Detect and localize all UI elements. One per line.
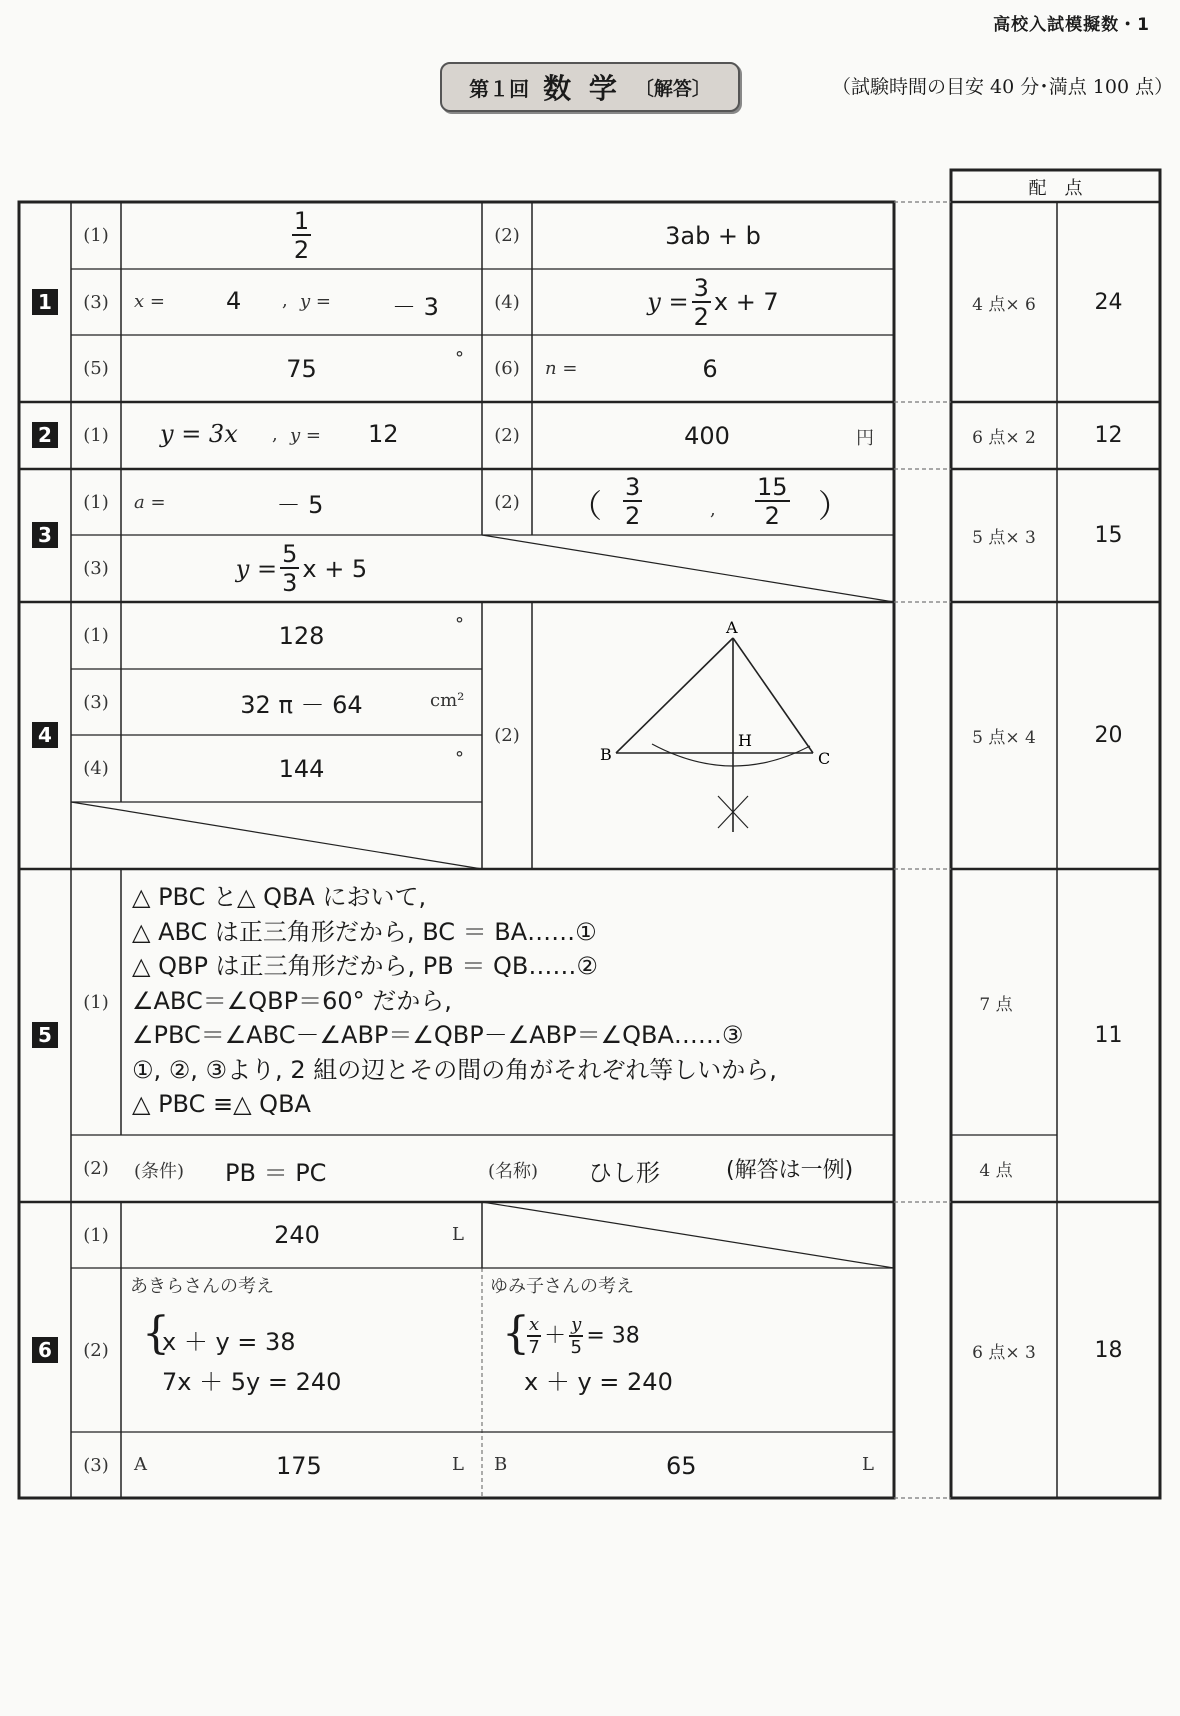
q1-4-num: 3 bbox=[693, 273, 709, 302]
q2-1-first: y = 3x bbox=[160, 420, 238, 448]
yumiko-eq1-rest: = 38 bbox=[586, 1323, 640, 1349]
q3-3-label: (3) bbox=[83, 558, 109, 579]
q1-5-value: 75 bbox=[286, 354, 317, 383]
yumiko-eq1-5: 5 bbox=[570, 1337, 582, 1358]
q3-2-answer bbox=[570, 469, 850, 535]
q3-3-answer bbox=[121, 535, 482, 602]
q4-3-label: (3) bbox=[83, 691, 109, 713]
q1-4-label: (4) bbox=[494, 291, 520, 313]
q6-3-a-unit: L bbox=[452, 1454, 464, 1475]
q6-3-label: (3) bbox=[83, 1454, 109, 1476]
section-3-number: 3 bbox=[32, 522, 58, 548]
q1-3-x-value: 4 bbox=[226, 287, 242, 315]
q4-4-unit: ° bbox=[455, 748, 464, 769]
q2-1-comma: , bbox=[272, 424, 278, 445]
section-1-number: 1 bbox=[32, 289, 58, 315]
q4-3-unit: cm² bbox=[430, 690, 465, 711]
q1-6-label: (6) bbox=[494, 358, 520, 379]
q3-1-value: － 5 bbox=[276, 490, 324, 519]
q3-3-pre: y = bbox=[235, 554, 278, 583]
q1-3-label: (3) bbox=[83, 291, 109, 313]
q1-4-pre: y = bbox=[647, 288, 689, 316]
q2-score: 12 bbox=[1094, 423, 1123, 448]
section-2-number: 2 bbox=[32, 422, 58, 448]
q5-2-label: (2) bbox=[83, 1158, 109, 1179]
q5-score: 11 bbox=[1094, 1023, 1123, 1048]
q6-3-b-label: B bbox=[494, 1454, 508, 1475]
q6-score: 18 bbox=[1094, 1337, 1123, 1363]
q3-2-y-den: 2 bbox=[764, 502, 780, 530]
proof-line: △ ABC は正三角形だから, BC ＝ BA……① bbox=[132, 917, 597, 946]
q4-score: 20 bbox=[1094, 723, 1123, 748]
q5-2-name-value: ひし形 bbox=[588, 1159, 660, 1187]
q3-3-num: 5 bbox=[282, 540, 298, 568]
q1-4-post: x + 7 bbox=[713, 288, 779, 316]
q3-2-x bbox=[620, 475, 645, 528]
q1-5-unit: ° bbox=[455, 348, 464, 369]
q2-1-y-value: 12 bbox=[368, 420, 399, 448]
q5-proof bbox=[132, 880, 777, 1122]
yumiko-eq1-y: y bbox=[571, 1314, 582, 1335]
q3-2-comma: , bbox=[710, 499, 716, 520]
section-6-number: 6 bbox=[32, 1337, 58, 1363]
q5-2-points: 4 点 bbox=[979, 1161, 1013, 1181]
q5-2-cond-label: (条件) bbox=[134, 1161, 185, 1182]
proof-line: △ PBC ≡△ QBA bbox=[132, 1090, 311, 1118]
q1-1-num: 1 bbox=[293, 207, 310, 235]
q6-1-label: (1) bbox=[83, 1224, 109, 1246]
q1-2-label: (2) bbox=[494, 225, 520, 246]
q4-3-value: 32 π － 64 bbox=[240, 690, 363, 719]
q1-2-answer: 3ab + b bbox=[665, 221, 761, 250]
q5-1-points: 7 点 bbox=[979, 994, 1013, 1015]
q1-1-answer bbox=[121, 202, 482, 269]
q6-2-label: (2) bbox=[83, 1339, 109, 1361]
q2-2-unit: 円 bbox=[856, 428, 874, 449]
score-header: 配 点 bbox=[1028, 178, 1083, 199]
q4-4-value: 144 bbox=[278, 754, 325, 783]
section-5-number: 5 bbox=[32, 1022, 58, 1048]
q6-points: 6 点× 3 bbox=[972, 1342, 1036, 1363]
q5-2-note: (解答は一例) bbox=[726, 1158, 854, 1183]
q4-points: 5 点× 4 bbox=[972, 728, 1036, 748]
akira-eq1: x ＋ y = 38 bbox=[162, 1328, 296, 1356]
q3-score: 15 bbox=[1094, 523, 1123, 548]
q1-5-label: (5) bbox=[83, 358, 109, 379]
q5-1-label: (1) bbox=[83, 991, 109, 1013]
q3-2-y bbox=[752, 475, 793, 528]
q1-3-x-label: x = bbox=[134, 291, 165, 312]
q3-2-open: （ bbox=[570, 487, 603, 525]
q2-1-y-label: y = bbox=[290, 425, 321, 446]
akira-title: あきらさんの考え bbox=[130, 1276, 274, 1297]
q6-3-b-value: 65 bbox=[666, 1452, 697, 1480]
q5-2-name-label: (名称) bbox=[488, 1161, 539, 1182]
q1-3-y-value: － 3 bbox=[392, 293, 439, 321]
q6-1-unit: L bbox=[452, 1224, 464, 1245]
q3-3-den: 3 bbox=[282, 569, 298, 597]
title-round: 第１回 bbox=[469, 76, 530, 101]
q4-1-value: 128 bbox=[278, 621, 325, 650]
q1-4-den: 2 bbox=[693, 302, 709, 331]
q2-2-value: 400 bbox=[684, 421, 730, 450]
proof-line: ∠ABC＝∠QBP＝60° だから, bbox=[132, 986, 452, 1015]
akira-eq2: 7x ＋ 5y = 240 bbox=[162, 1368, 342, 1396]
q2-2-label: (2) bbox=[494, 425, 520, 446]
q1-6-value: 6 bbox=[702, 354, 718, 383]
q1-1-label: (1) bbox=[83, 225, 109, 246]
vertex-a-label: A bbox=[726, 618, 738, 637]
yumiko-eq1-x: x bbox=[529, 1314, 540, 1335]
yumiko-eq1-7: 7 bbox=[528, 1337, 540, 1358]
yumiko-eq1: $\frac{x}{7}$ ＋ $\frac{y}{5}$ = 38 bbox=[528, 1314, 640, 1358]
vertex-c-label: C bbox=[818, 749, 831, 768]
q4-1-unit: ° bbox=[455, 614, 464, 635]
title-kind: 〔解答〕 bbox=[634, 77, 711, 100]
q1-4-answer bbox=[532, 269, 894, 335]
q3-3-post: x + 5 bbox=[302, 554, 368, 583]
q4-4-label: (4) bbox=[83, 758, 109, 779]
q4-2-label: (2) bbox=[494, 725, 520, 746]
series-title: 高校入試模擬数・1 bbox=[993, 15, 1150, 35]
q1-3-comma: , bbox=[282, 290, 288, 311]
title-subject: 数 学 bbox=[543, 72, 621, 105]
point-h-label: H bbox=[738, 731, 752, 750]
q3-2-label: (2) bbox=[494, 491, 520, 513]
vertex-b-label: B bbox=[600, 745, 612, 764]
q3-2-y-num: 15 bbox=[757, 473, 788, 501]
q3-points: 5 点× 3 bbox=[972, 528, 1036, 548]
exam-info: （試験時間の目安 40 分･満点 100 点） bbox=[832, 76, 1174, 98]
yumiko-eq2: x ＋ y = 240 bbox=[524, 1368, 673, 1396]
q3-1-a-label: a = bbox=[134, 492, 166, 513]
q3-2-close: ） bbox=[818, 487, 851, 525]
proof-line: ①, ②, ③より, 2 組の辺とその間の角がそれぞれ等しいから, bbox=[132, 1055, 777, 1084]
q3-1-label: (1) bbox=[83, 491, 109, 513]
section-4-number: 4 bbox=[32, 722, 58, 748]
proof-line: △ PBC と△ QBA において, bbox=[132, 883, 427, 911]
yumiko-title: ゆみ子さんの考え bbox=[490, 1276, 634, 1297]
proof-line: ∠PBC＝∠ABC－∠ABP＝∠QBP－∠ABP＝∠QBA……③ bbox=[132, 1021, 744, 1049]
q4-1-label: (1) bbox=[83, 625, 109, 646]
q6-3-a-value: 175 bbox=[276, 1452, 322, 1480]
q1-points: 4 点× 6 bbox=[972, 294, 1036, 315]
q6-3-a-label: A bbox=[134, 1454, 147, 1475]
triangle-construction-figure bbox=[532, 602, 894, 869]
q2-1-label: (1) bbox=[83, 425, 109, 446]
q2-points: 6 点× 2 bbox=[972, 428, 1036, 448]
q6-1-value: 240 bbox=[274, 1221, 320, 1249]
q1-3-y-label: y = bbox=[300, 291, 331, 312]
q1-score: 24 bbox=[1094, 289, 1123, 315]
q5-2-cond-value: PB ＝ PC bbox=[225, 1159, 327, 1187]
proof-line: △ QBP は正三角形だから, PB ＝ QB……② bbox=[132, 952, 598, 980]
q1-6-n-label: n = bbox=[545, 358, 578, 379]
q3-2-x-num: 3 bbox=[625, 473, 641, 501]
q6-3-b-unit: L bbox=[862, 1454, 874, 1475]
akira-brace: { bbox=[142, 1308, 170, 1359]
q1-1-den: 2 bbox=[293, 236, 310, 264]
q3-2-x-den: 2 bbox=[625, 502, 641, 530]
yumiko-brace: { bbox=[502, 1308, 530, 1359]
